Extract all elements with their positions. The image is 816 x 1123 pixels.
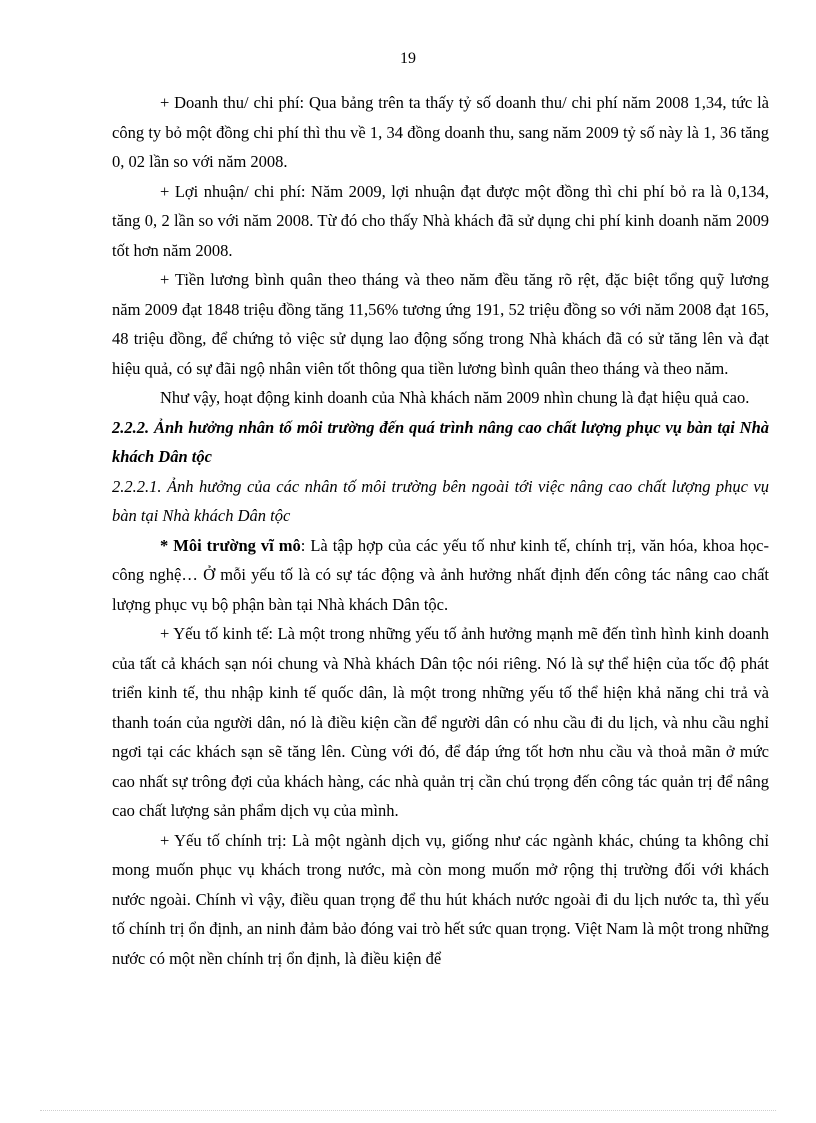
macro-environment-text: : Là tập hợp của các yếu tố như kinh tế, chính trị, văn hóa, khoa học- công nghệ… Ở mỗi yếu tố là có sự tác động và ảnh hưởng nhất định đến công tác nâng cao chất lượng phục vụ bộ phận bàn tại Nhà khách Dân tộc. xyxy=(112,535,769,614)
paragraph-average-salary: + Tiền lương bình quân theo tháng và theo năm đều tăng rõ rệt, đặc biệt tổng quỹ lương năm 2009 đạt 1848 triệu đồng tăng 11,56% tương ứng 191, 52 triệu đồng so với năm 2008 đạt 165, 48 triệu đồng, để chứng tỏ việc sử dụng lao động sống trong Nhà khách đã có sử tăng lên và đạt hiệu quả, có sự đãi ngộ nhân viên tốt thông qua tiền lương bình quân theo tháng và theo năm. xyxy=(112,270,769,378)
paragraph-revenue-cost: + Doanh thu/ chi phí: Qua bảng trên ta thấy tỷ số doanh thu/ chi phí năm 2008 1,34, tức là công ty bỏ một đồng chi phí thì thu về 1, 34 đồng doanh thu, sang năm 2009 tỷ số này là 1, 36 tăng 0, 02 lần so với năm 2008. xyxy=(112,93,769,171)
page-bottom-rule xyxy=(40,1110,776,1111)
paragraph-profit-cost: + Lợi nhuận/ chi phí: Năm 2009, lợi nhuận đạt được một đồng thì chi phí bỏ ra là 0,134, tăng 0, 2 lần so với năm 2008. Từ đó cho thấy Nhà khách đã sử dụng chi phí kinh doanh năm 2009 tốt hơn năm 2008. xyxy=(112,181,769,260)
page-number: 19 xyxy=(400,50,416,67)
paragraph-summary: Như vậy, hoạt động kinh doanh của Nhà khách năm 2009 nhìn chung là đạt hiệu quả cao. xyxy=(160,388,750,407)
paragraph-macro-environment xyxy=(112,531,769,620)
document-body xyxy=(112,88,769,973)
macro-environment-label: * Môi trường vĩ mô xyxy=(160,535,301,555)
paragraph-political-factor: + Yếu tố chính trị: Là một ngành dịch vụ, giống như các ngành khác, chúng ta không chỉ mong muốn phục vụ khách trong nước, mà còn mong muốn mở rộng thị trường đối với khách nước ngoài. Chính vì vậy, điều quan trọng để thu hút khách nước ngoài đi du lịch nước ta, thì yếu tố chính trị ổn định, an ninh đảm bảo đóng vai trò hết sức quan trọng. Việt Nam là một trong những nước có một nền chính trị ổn định, là điều kiện để xyxy=(112,830,769,968)
section-heading-2-2-2: 2.2.2. Ảnh hưởng nhân tố môi trường đến quá trình nâng cao chất lượng phục vụ bàn tại Nhà khách Dân tộc xyxy=(112,417,769,466)
section-heading-2-2-2-1: 2.2.2.1. Ảnh hưởng của các nhân tố môi trường bên ngoài tới việc nâng cao chất lượng phục vụ bàn tại Nhà khách Dân tộc xyxy=(112,476,769,525)
paragraph-economic-factor: + Yếu tố kinh tế: Là một trong những yếu tố ảnh hưởng mạnh mẽ đến tình hình kinh doanh của tất cả khách sạn nói chung và Nhà khách Dân tộc nói riêng. Nó là sự thể hiện của tốc độ phát triển kinh tế, thu nhập kinh tế quốc dân, là một trong những yếu tố thể hiện khả năng chi trả và thanh toán của người dân, nó là điều kiện cần để người dân có nhu cầu đi du lịch, và nhu cầu nghỉ ngơi tại các khách sạn sẽ tăng lên. Cùng với đó, để đáp ứng tốt hơn nhu cầu và thoả mãn ở mức cao nhất sự trông đợi của khách hàng, các nhà quản trị cần chú trọng đến công tác quản trị để nâng cao chất lượng sản phẩm dịch vụ của mình. xyxy=(112,624,769,820)
